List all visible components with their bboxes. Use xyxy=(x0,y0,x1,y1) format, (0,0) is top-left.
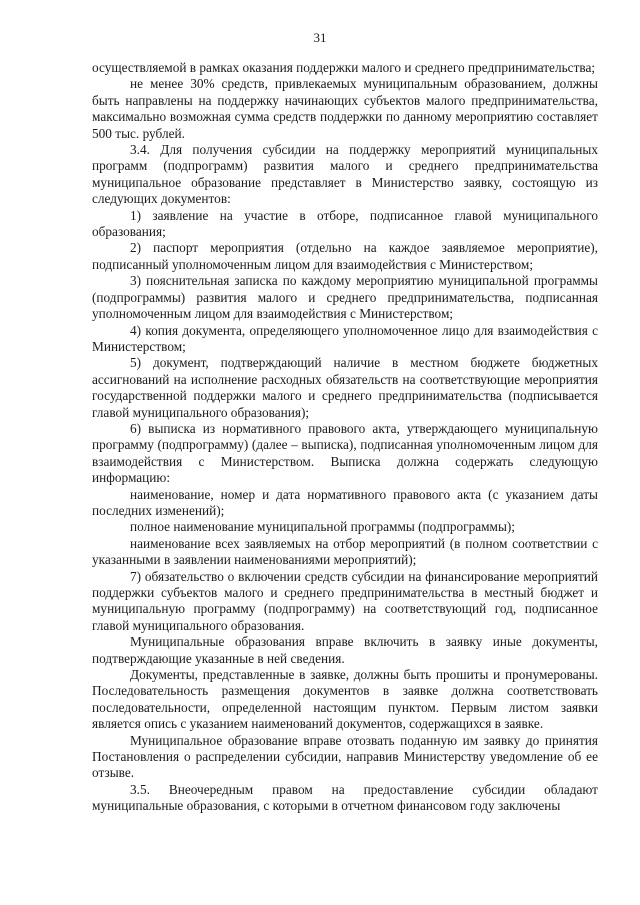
extract-item-activities: наименование всех заявляемых на отбор мероприятий (в полном соответствии с указанными в заявлении наименованиями мероприятий); xyxy=(92,535,598,568)
extract-item-program-name: полное наименование муниципальной программы (подпрограммы); xyxy=(130,519,515,535)
paragraph-continuation: осуществляемой в рамках оказания поддержки малого и среднего предпринимательства; xyxy=(92,60,596,75)
page-number: 31 xyxy=(313,30,327,45)
paragraph-3-4: 3.4. Для получения субсидии на поддержку мероприятий муниципальных программ (подпрограмм) развития малого и среднего предпринимательства муниципальное образование представляет в Министерство заявку, состоящую из следующих документов: xyxy=(92,142,598,207)
paragraph-3-5: 3.5. Внеочередным правом на предоставление субсидии обладают муниципальные образования, с которыми в отчетном финансовом году заключены xyxy=(92,781,598,814)
document-body xyxy=(92,60,598,815)
extract-item-name-number-date: наименование, номер и дата нормативного правового акта (с указанием даты последних изменений); xyxy=(92,486,598,518)
list-item-3: 3) пояснительная записка по каждому мероприятию муниципальной программы (подпрограммы) развития малого и среднего предпринимательства, подписанная уполномоченным лицом для взаимодействия с Министерством; xyxy=(92,273,598,322)
paragraph-withdrawal: Муниципальное образование вправе отозвать поданную им заявку до принятия Постановления о распределении субсидии, направив Министерству уведомление об ее отзыве. xyxy=(92,732,598,781)
paragraph-documents-binding: Документы, представленные в заявке, должны быть прошиты и пронумерованы. Последовательность размещения документов в заявке должна соответствовать последовательности, определенной настоящим пунктом. Первым листом заявки является опись с указанием наименований документов, содержащихся в заявке. xyxy=(92,667,598,732)
list-item-5: 5) документ, подтверждающий наличие в местном бюджете бюджетных ассигнований на исполнение расходных обязательств на соответствующие мероприятия государственной поддержки малого и среднего предпринимательства (подписывается главой муниципального образования); xyxy=(92,355,598,420)
paragraph-other-documents: Муниципальные образования вправе включить в заявку иные документы, подтверждающие указанные в ней сведения. xyxy=(92,634,598,666)
paragraph-startup-support: не менее 30% средств, привлекаемых муниципальным образованием, должны быть направлены на поддержку начинающих субъектов малого предпринимательства, максимально возможная сумма средств поддержки по данному мероприятию составляет 500 тыс. рублей. xyxy=(92,76,598,141)
list-item-6: 6) выписка из нормативного правового акта, утверждающего муниципальную программу (подпрограмму) (далее – выписка), подписанная уполномоченным лицом для взаимодействия с Министерством. Выписка должна содержать следующую информацию: xyxy=(92,420,598,486)
list-item-7: 7) обязательство о включении средств субсидии на финансирование мероприятий поддержки субъектов малого и среднего предпринимательства в местный бюджет и муниципальную программу (подпрограмму) на соответствующий год, подписанное главой муниципального образования. xyxy=(92,568,598,633)
list-item-4: 4) копия документа, определяющего уполномоченное лицо для взаимодействия с Министерством; xyxy=(92,322,598,354)
list-item-1: 1) заявление на участие в отборе, подписанное главой муниципального образования; xyxy=(92,207,598,240)
list-item-2: 2) паспорт мероприятия (отдельно на каждое заявляемое мероприятие), подписанный уполномоченным лицом для взаимодействия с Министерством; xyxy=(92,240,598,272)
